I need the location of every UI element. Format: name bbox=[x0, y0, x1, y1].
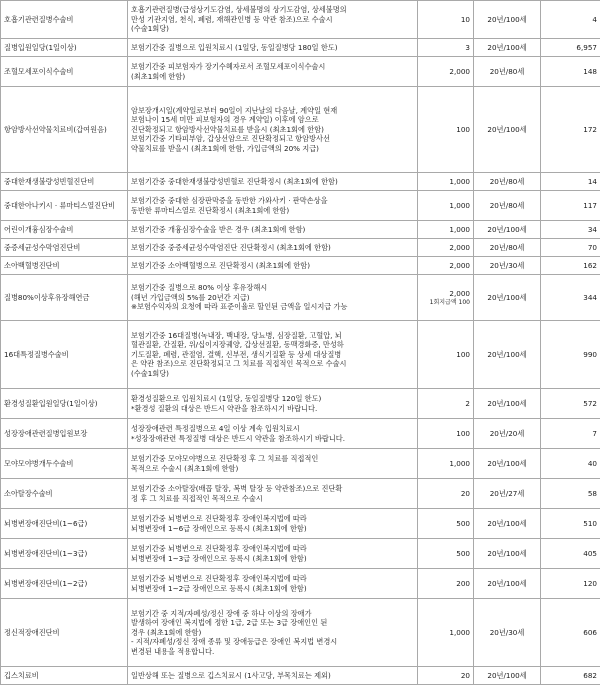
coverage-name-cell: 항암방사선약물치료비(갑여원음) bbox=[1, 87, 128, 173]
coverage-description-cell bbox=[128, 173, 418, 191]
amount-value: 1,000 bbox=[421, 459, 470, 468]
coverage-count-cell: 162 bbox=[541, 257, 600, 275]
coverage-description-cell bbox=[128, 449, 418, 479]
coverage-count-cell: 510 bbox=[541, 509, 600, 539]
coverage-description-cell bbox=[128, 539, 418, 569]
coverage-period-cell: 20년/80세 bbox=[474, 173, 541, 191]
table-row bbox=[1, 389, 600, 419]
description-line: 보험기간중 중증세균성수막염진단 진단확정시 (최초1회에 한함) bbox=[131, 243, 414, 252]
coverage-name-cell: 모야모야병개두수술비 bbox=[1, 449, 128, 479]
description-line: 보험기간중 모야모야병으로 진단확정 후 그 치료를 직접적인 bbox=[131, 454, 414, 463]
coverage-period-cell: 20년/20세 bbox=[474, 419, 541, 449]
coverage-amount-cell bbox=[418, 191, 474, 221]
coverage-amount-cell bbox=[418, 173, 474, 191]
description-line: 진단확정되고 항암방사선약물치료를 받을시 (최초1회에 한함) bbox=[131, 125, 414, 134]
coverage-count-cell: 120 bbox=[541, 569, 600, 599]
description-line: 보험나이 15세 미만 피보험자의 경우 계약일) 이후에 암으로 bbox=[131, 115, 414, 124]
coverage-description-cell bbox=[128, 667, 418, 685]
coverage-period-cell: 20년/27세 bbox=[474, 479, 541, 509]
coverage-description-cell bbox=[128, 1, 418, 39]
description-line: 환경성질환으로 입원치료시 (1일당, 동일질병당 120일 한도) bbox=[131, 394, 414, 403]
amount-value: 2,000 bbox=[421, 243, 470, 252]
description-line: 뇌병변장애 1~3급 장애인으로 등록시 (최초1회에 한함) bbox=[131, 554, 414, 563]
coverage-period-cell: 20년/80세 bbox=[474, 239, 541, 257]
table-row bbox=[1, 57, 600, 87]
description-line: 보험기간중 소아탈장(배꼽 탈장, 복벽 탈장 등 약관참조)으로 진단확 bbox=[131, 484, 414, 493]
table-row bbox=[1, 221, 600, 239]
coverage-amount-cell bbox=[418, 449, 474, 479]
table-row bbox=[1, 667, 600, 685]
coverage-name-cell: 질병입원일당(1일이상) bbox=[1, 39, 128, 57]
table-row bbox=[1, 275, 600, 321]
coverage-amount-cell bbox=[418, 569, 474, 599]
amount-value: 500 bbox=[421, 549, 470, 558]
coverage-name-cell: 어린이개흉심장수술비 bbox=[1, 221, 128, 239]
amount-value: 2,000 bbox=[421, 289, 470, 298]
coverage-description-cell bbox=[128, 257, 418, 275]
coverage-period-cell: 20년/100세 bbox=[474, 1, 541, 39]
coverage-name-cell: 질병80%이상후유장해연금 bbox=[1, 275, 128, 321]
coverage-period-cell: 20년/100세 bbox=[474, 539, 541, 569]
coverage-count-cell: 58 bbox=[541, 479, 600, 509]
table-row bbox=[1, 239, 600, 257]
coverage-name-cell: 소아백혈병진단비 bbox=[1, 257, 128, 275]
table-row bbox=[1, 419, 600, 449]
description-line: 혈관질환, 간질환, 위/십이지장궤양, 갑상선질환, 동맥경화증, 만성하 bbox=[131, 340, 414, 349]
coverage-name-cell: 중대한재생불량성빈혈진단비 bbox=[1, 173, 128, 191]
coverage-count-cell: 172 bbox=[541, 87, 600, 173]
coverage-description-cell bbox=[128, 39, 418, 57]
amount-value: 2,000 bbox=[421, 67, 470, 76]
coverage-description-cell bbox=[128, 569, 418, 599]
coverage-count-cell: 40 bbox=[541, 449, 600, 479]
coverage-count-cell: 148 bbox=[541, 57, 600, 87]
description-line: 만성 기관지염, 천식, 폐렴, 재해관인병 등 약관 참조)으로 수술시 bbox=[131, 15, 414, 24]
description-line: (최초1회에 한함) bbox=[131, 72, 414, 81]
coverage-period-cell: 20년/80세 bbox=[474, 57, 541, 87]
table-row bbox=[1, 509, 600, 539]
amount-value: 1,000 bbox=[421, 177, 470, 186]
description-line: 성장장애관련 특정질병으로 4일 이상 계속 입원치료시 bbox=[131, 424, 414, 433]
coverage-description-cell bbox=[128, 509, 418, 539]
description-line: 변경된 내용을 적용합니다. bbox=[131, 647, 414, 656]
table-row bbox=[1, 87, 600, 173]
coverage-name-cell: 정신적장애진단비 bbox=[1, 599, 128, 667]
coverage-amount-cell bbox=[418, 275, 474, 321]
description-line: 보험기간중 피보험자가 장기수혜자로서 조혈모세포이식수술시 bbox=[131, 62, 414, 71]
coverage-amount-cell bbox=[418, 257, 474, 275]
table-row bbox=[1, 539, 600, 569]
coverage-description-cell bbox=[128, 239, 418, 257]
coverage-period-cell: 20년/100세 bbox=[474, 275, 541, 321]
coverage-name-cell: 16대특정질병수술비 bbox=[1, 321, 128, 389]
description-line: 일반상해 또는 질병으로 깁스치료시 (1사고당, 부목치료는 제외) bbox=[131, 671, 414, 680]
coverage-count-cell: 7 bbox=[541, 419, 600, 449]
coverage-count-cell: 344 bbox=[541, 275, 600, 321]
coverage-period-cell: 20년/100세 bbox=[474, 449, 541, 479]
coverage-count-cell: 606 bbox=[541, 599, 600, 667]
coverage-period-cell: 20년/100세 bbox=[474, 39, 541, 57]
coverage-amount-cell bbox=[418, 239, 474, 257]
amount-value: 2 bbox=[421, 399, 470, 408]
coverage-amount-cell bbox=[418, 57, 474, 87]
amount-value: 20 bbox=[421, 489, 470, 498]
table-row bbox=[1, 1, 600, 39]
coverage-amount-cell bbox=[418, 87, 474, 173]
coverage-name-cell: 호흡기관련질병수술비 bbox=[1, 1, 128, 39]
amount-value: 20 bbox=[421, 671, 470, 680]
coverage-period-cell: 20년/100세 bbox=[474, 389, 541, 419]
amount-value: 500 bbox=[421, 519, 470, 528]
coverage-count-cell: 572 bbox=[541, 389, 600, 419]
description-line: 보험기간중 개흉심장수술을 받은 경우 (최초1회에 한함) bbox=[131, 225, 414, 234]
amount-value: 1,000 bbox=[421, 225, 470, 234]
description-line: 뇌병변장애 1~2급 장애인으로 등록시 (최초1회에 한함) bbox=[131, 584, 414, 593]
description-line: 보험기간중 중대한 심장판막증을 동반한 가와사키 · 판막손상을 bbox=[131, 196, 414, 205]
description-line: 동반한 류마티스열로 진단확정시 (최초1회에 한함) bbox=[131, 206, 414, 215]
coverage-count-cell: 4 bbox=[541, 1, 600, 39]
description-line: 보험기간중 중대한재생불량성빈혈로 진단확정시 (최초1회에 한함) bbox=[131, 177, 414, 186]
coverage-amount-cell bbox=[418, 1, 474, 39]
description-line: - 지적/자폐성/정신 장애 종류 및 장애등급은 장애인 복지법 변경시 bbox=[131, 637, 414, 646]
description-line: 보험기간중 뇌병변으로 진단확정후 장애인복지법에 따라 bbox=[131, 514, 414, 523]
coverage-period-cell: 20년/80세 bbox=[474, 191, 541, 221]
coverage-name-cell: 조혈모세포이식수술비 bbox=[1, 57, 128, 87]
coverage-name-cell: 뇌병변장애진단비(1~3급) bbox=[1, 539, 128, 569]
coverage-name-cell: 뇌병변장애진단비(1~2급) bbox=[1, 569, 128, 599]
coverage-count-cell: 682 bbox=[541, 667, 600, 685]
description-line: 목적으로 수술시 (최초1회에 한함) bbox=[131, 464, 414, 473]
coverage-description-cell bbox=[128, 221, 418, 239]
coverage-amount-cell bbox=[418, 389, 474, 419]
coverage-name-cell: 성장장애관련질병입원보장 bbox=[1, 419, 128, 449]
coverage-amount-cell bbox=[418, 479, 474, 509]
amount-value: 100 bbox=[421, 350, 470, 359]
coverage-amount-cell bbox=[418, 509, 474, 539]
amount-value: 10 bbox=[421, 15, 470, 24]
table-row bbox=[1, 173, 600, 191]
coverage-amount-cell bbox=[418, 599, 474, 667]
description-line: 보험기간중 16대질병(녹내장, 백내장, 당뇨병, 심장질환, 고혈압, 뇌 bbox=[131, 331, 414, 340]
amount-value: 100 bbox=[421, 125, 470, 134]
coverage-name-cell: 뇌병변장애진단비(1~6급) bbox=[1, 509, 128, 539]
coverage-period-cell: 20년/30세 bbox=[474, 599, 541, 667]
amount-value: 1,000 bbox=[421, 201, 470, 210]
description-line: 보험기간중 소아백혈병으로 진단확정시 (최초1회에 한함) bbox=[131, 261, 414, 270]
coverage-description-cell bbox=[128, 321, 418, 389]
coverage-amount-cell bbox=[418, 221, 474, 239]
description-line: 정 후 그 치료를 직접적인 목적으로 수술시 bbox=[131, 494, 414, 503]
coverage-name-cell: 중증세균성수막염진단비 bbox=[1, 239, 128, 257]
description-line: *성장장애관련 특정질병 대상은 반드시 약관을 참조하시기 바랍니다. bbox=[131, 434, 414, 443]
coverage-amount-cell bbox=[418, 539, 474, 569]
table-row bbox=[1, 191, 600, 221]
description-line: (수술1회당) bbox=[131, 24, 414, 33]
coverage-description-cell bbox=[128, 479, 418, 509]
coverage-period-cell: 20년/100세 bbox=[474, 509, 541, 539]
coverage-amount-cell bbox=[418, 39, 474, 57]
description-line: ※보험수익자의 요청에 따라 표준이율로 할인된 금액을 일시지급 가능 bbox=[131, 302, 414, 311]
amount-value: 2,000 bbox=[421, 261, 470, 270]
description-line: 뇌병변장애 1~6급 장애인으로 등록시 (최초1회에 한함) bbox=[131, 524, 414, 533]
description-line: 경우 (최초1회에 한함) bbox=[131, 628, 414, 637]
description-line: 보험기간중 질병으로 입원치료시 (1일당, 동일질병당 180일 한도) bbox=[131, 43, 414, 52]
coverage-amount-cell bbox=[418, 667, 474, 685]
coverage-count-cell: 990 bbox=[541, 321, 600, 389]
description-line: 은 약관 참조)으로 진단확정되고 그 치료를 직접적인 목적으로 수술시 bbox=[131, 359, 414, 368]
description-line: (해년 가입금액의 5%를 20년간 지급) bbox=[131, 293, 414, 302]
coverage-period-cell: 20년/100세 bbox=[474, 87, 541, 173]
coverage-count-cell: 6,957 bbox=[541, 39, 600, 57]
table-row bbox=[1, 257, 600, 275]
coverage-description-cell bbox=[128, 599, 418, 667]
description-line: 암보장개시일(계약일로부터 90일이 지난날의 다음날, 계약일 현재 bbox=[131, 106, 414, 115]
description-line: 보험기간 중 지적/자폐성/정신 장애 중 하나 이상의 장애가 bbox=[131, 609, 414, 618]
coverage-period-cell: 20년/100세 bbox=[474, 667, 541, 685]
amount-value: 3 bbox=[421, 43, 470, 52]
description-line: 보험기간중 기타피부암, 갑상선암으로 진단확정되고 항암방사선 bbox=[131, 134, 414, 143]
coverage-name-cell: 환경성질환입원일당(1일이상) bbox=[1, 389, 128, 419]
coverage-name-cell: 깁스치료비 bbox=[1, 667, 128, 685]
table-row bbox=[1, 449, 600, 479]
table-row bbox=[1, 599, 600, 667]
coverage-description-cell bbox=[128, 419, 418, 449]
coverage-description-cell bbox=[128, 389, 418, 419]
coverage-description-cell bbox=[128, 275, 418, 321]
coverage-amount-cell bbox=[418, 419, 474, 449]
description-line: 보험기간중 뇌병변으로 진단확정후 장애인복지법에 따라 bbox=[131, 544, 414, 553]
table-row bbox=[1, 39, 600, 57]
table-row bbox=[1, 569, 600, 599]
description-line: 발생하여 장애인 복지법에 정한 1급, 2급 또는 3급 장애인인 된 bbox=[131, 618, 414, 627]
description-line: 기도질환, 폐렴, 관절염, 결핵, 신부전, 생식기질환 등 상세 대상질병 bbox=[131, 350, 414, 359]
description-line: *환경성 질환의 대상은 반드시 약관을 참조하시기 바랍니다. bbox=[131, 404, 414, 413]
coverage-count-cell: 70 bbox=[541, 239, 600, 257]
coverage-name-cell: 중대한아나키시 · 류마티스열진단비 bbox=[1, 191, 128, 221]
table-row bbox=[1, 479, 600, 509]
coverage-amount-cell bbox=[418, 321, 474, 389]
coverage-description-cell bbox=[128, 191, 418, 221]
description-line: 보험기간중 질병으로 80% 이상 후유장해시 bbox=[131, 283, 414, 292]
table-row bbox=[1, 321, 600, 389]
coverage-count-cell: 14 bbox=[541, 173, 600, 191]
coverage-description-cell bbox=[128, 57, 418, 87]
amount-value: 200 bbox=[421, 579, 470, 588]
description-line: 호흡기관련질병(급성상기도감염, 상세불명의 상기도감염, 상세불명의 bbox=[131, 5, 414, 14]
coverage-name-cell: 소아탈장수술비 bbox=[1, 479, 128, 509]
description-line: 보험기간중 뇌병변으로 진단확정후 장애인복지법에 따라 bbox=[131, 574, 414, 583]
coverage-description-cell bbox=[128, 87, 418, 173]
coverage-period-cell: 20년/100세 bbox=[474, 569, 541, 599]
coverage-period-cell: 20년/30세 bbox=[474, 257, 541, 275]
coverage-table-body bbox=[1, 1, 600, 685]
description-line: 약물치료를 받을시 (최초1회에 한함, 가입금액의 20% 지급) bbox=[131, 144, 414, 153]
amount-value: 1,000 bbox=[421, 628, 470, 637]
coverage-period-cell: 20년/100세 bbox=[474, 221, 541, 239]
amount-note: 1회지급액 100 bbox=[421, 299, 470, 306]
coverage-count-cell: 117 bbox=[541, 191, 600, 221]
coverage-count-cell: 34 bbox=[541, 221, 600, 239]
coverage-period-cell: 20년/100세 bbox=[474, 321, 541, 389]
coverage-count-cell: 405 bbox=[541, 539, 600, 569]
description-line: (수술1회당) bbox=[131, 369, 414, 378]
amount-value: 100 bbox=[421, 429, 470, 438]
